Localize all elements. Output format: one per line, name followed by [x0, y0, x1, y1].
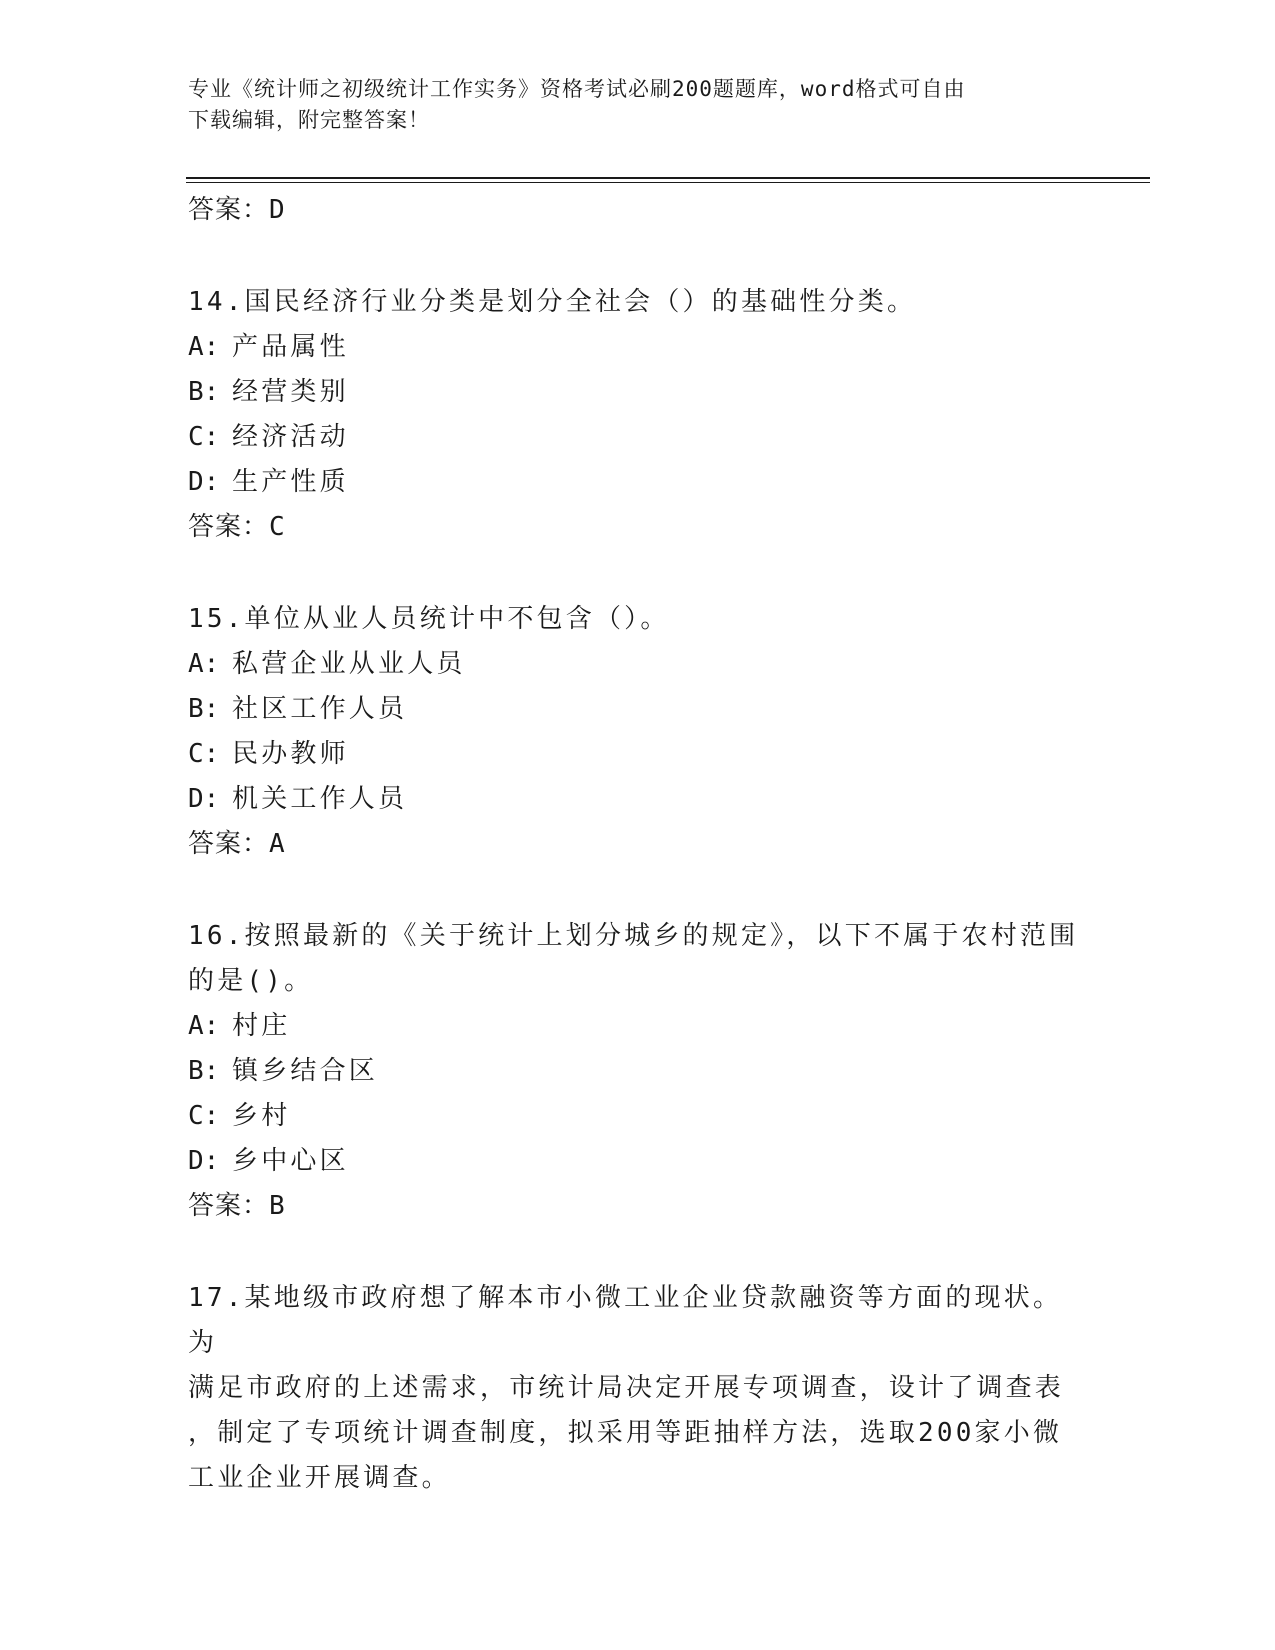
option-letter: C:	[188, 422, 220, 452]
question-16-option-a	[188, 1004, 1088, 1049]
question-16-option-b	[188, 1049, 1088, 1094]
document-header	[188, 74, 1088, 136]
option-text: 经济活动	[232, 422, 349, 452]
option-text: 社区工作人员	[232, 694, 408, 724]
question-14-answer: 答案：C	[188, 512, 286, 542]
question-16-stem	[188, 914, 1088, 1004]
question-17-stem-line-3: ，制定了专项统计调查制度，拟采用等距抽样方法，选取200家小微	[188, 1418, 1063, 1448]
option-letter: B:	[188, 694, 220, 724]
option-text: 私营企业从业人员	[232, 649, 466, 679]
option-text: 生产性质	[232, 467, 349, 497]
question-16-stem-line-2: 的是()。	[188, 966, 314, 996]
question-15-option-d	[188, 777, 1088, 822]
option-text: 乡村	[232, 1101, 291, 1131]
question-16-answer: 答案：B	[188, 1191, 286, 1221]
option-text: 经营类别	[232, 377, 349, 407]
header-rule-thin	[186, 182, 1150, 183]
option-text: 机关工作人员	[232, 784, 408, 814]
question-14-option-c	[188, 415, 1088, 460]
question-15-option-c	[188, 732, 1088, 777]
header-line-1: 专业《统计师之初级统计工作实务》资格考试必刷200题题库，word格式可自由	[188, 77, 966, 101]
question-17-stem-line-4: 工业企业开展调查。	[188, 1463, 451, 1493]
header-rule-thick	[186, 177, 1150, 179]
question-17-stem	[188, 1276, 1088, 1501]
option-letter: D:	[188, 1146, 220, 1176]
header-line-2: 下载编辑，附完整答案！	[188, 108, 430, 132]
question-14-option-a	[188, 325, 1088, 370]
option-text: 产品属性	[232, 332, 349, 362]
option-text: 镇乡结合区	[232, 1056, 379, 1086]
option-text: 民办教师	[232, 739, 349, 769]
option-letter: C:	[188, 739, 220, 769]
question-16-option-d	[188, 1139, 1088, 1184]
question-14-stem: 14.国民经济行业分类是划分全社会（）的基础性分类。	[188, 287, 917, 317]
option-letter: A:	[188, 332, 220, 362]
question-14-option-d	[188, 460, 1088, 505]
option-text: 乡中心区	[232, 1146, 349, 1176]
question-17-stem-line-1: 17.某地级市政府想了解本市小微工业企业贷款融资等方面的现状。为	[188, 1283, 1063, 1358]
option-letter: A:	[188, 649, 220, 679]
question-15-option-b	[188, 687, 1088, 732]
question-15-stem: 15.单位从业人员统计中不包含（）。	[188, 604, 670, 634]
question-17-stem-line-2: 满足市政府的上述需求，市统计局决定开展专项调查，设计了调查表	[188, 1373, 1065, 1403]
question-14-option-b	[188, 370, 1088, 415]
option-letter: B:	[188, 1056, 220, 1086]
previous-answer: 答案：D	[188, 195, 286, 225]
question-list	[188, 188, 1088, 1501]
option-letter: B:	[188, 377, 220, 407]
option-letter: D:	[188, 467, 220, 497]
question-16-stem-line-1: 16.按照最新的《关于统计上划分城乡的规定》，以下不属于农村范围	[188, 921, 1079, 951]
question-15-option-a	[188, 642, 1088, 687]
option-letter: A:	[188, 1011, 220, 1041]
option-text: 村庄	[232, 1011, 291, 1041]
question-16-option-c	[188, 1094, 1088, 1139]
question-15-answer: 答案：A	[188, 829, 286, 859]
option-letter: D:	[188, 784, 220, 814]
option-letter: C:	[188, 1101, 220, 1131]
